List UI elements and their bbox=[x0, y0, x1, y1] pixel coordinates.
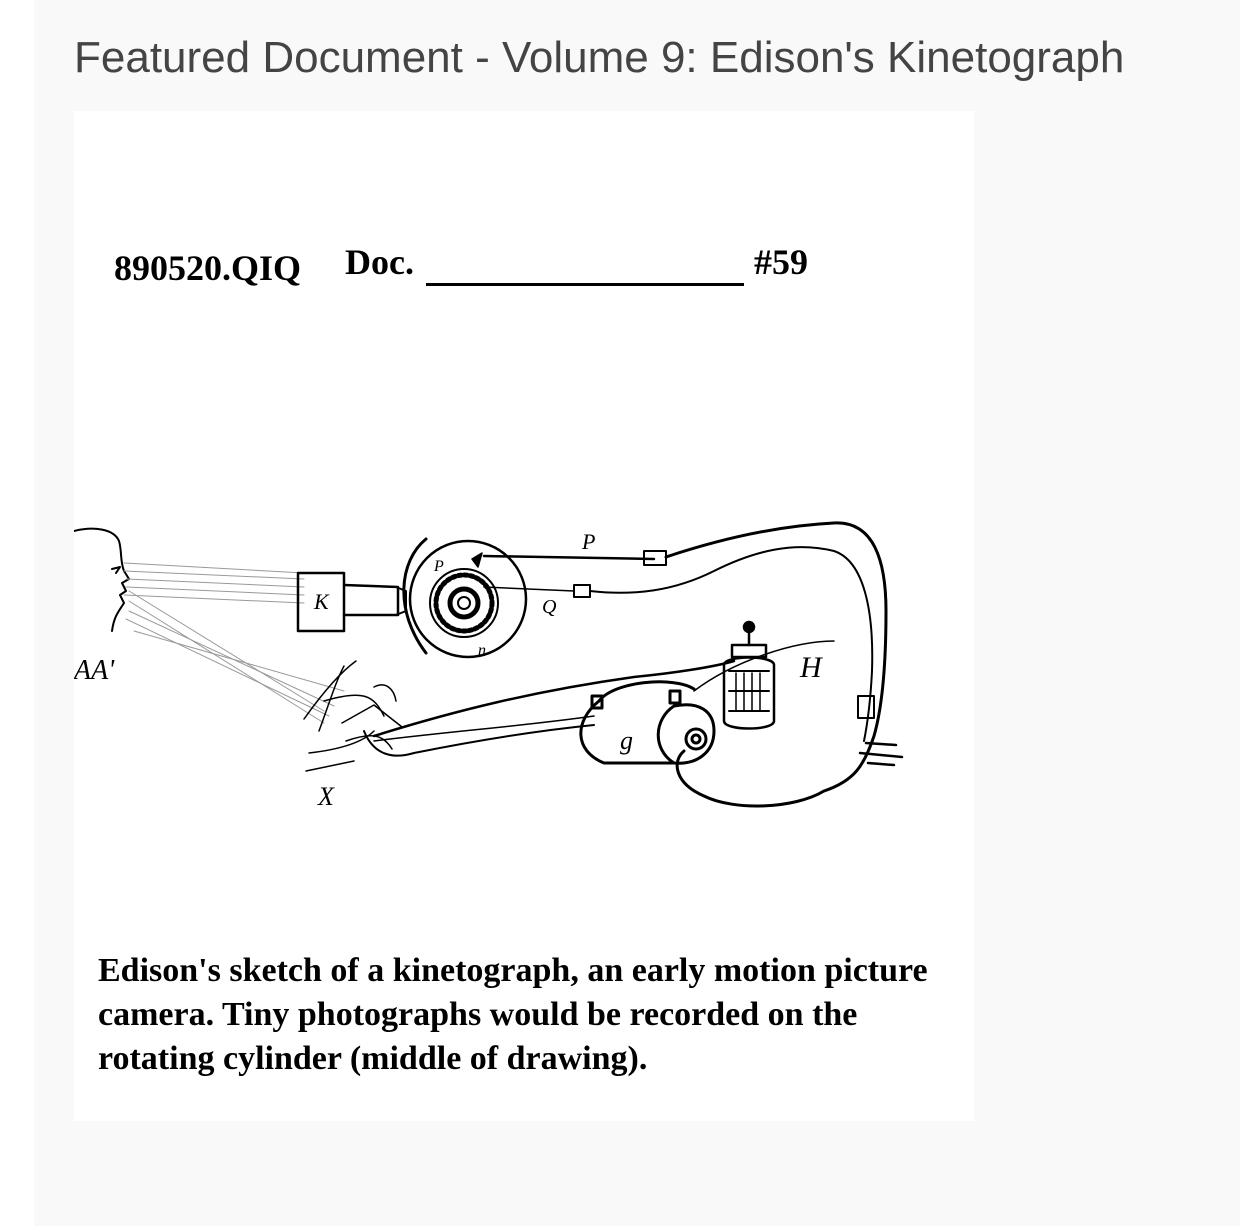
label-q: Q bbox=[542, 596, 557, 618]
document-blank-line bbox=[426, 283, 744, 286]
label-p-upper: P bbox=[582, 529, 596, 554]
drum-cylinder-drawing bbox=[430, 569, 498, 637]
document-number: #59 bbox=[754, 242, 808, 282]
document-id: 890520.QIQ bbox=[114, 248, 302, 288]
label-viewer: AA' bbox=[74, 655, 115, 686]
lens-tube-drawing bbox=[344, 585, 398, 615]
page-title: Featured Document - Volume 9: Edison's Kinetograph bbox=[74, 33, 1125, 82]
label-g: g bbox=[620, 726, 633, 755]
document-image bbox=[74, 111, 974, 1121]
jar-h-drawing bbox=[724, 622, 774, 729]
label-x: X bbox=[318, 782, 334, 811]
battery-drawing bbox=[860, 743, 902, 765]
viewer-face-drawing bbox=[74, 529, 129, 631]
label-h: H bbox=[800, 651, 822, 684]
label-p-lower: P bbox=[434, 558, 444, 575]
document-doc-label: Doc. bbox=[345, 242, 414, 282]
wire-q-drawing bbox=[484, 587, 574, 591]
document-caption: Edison's sketch of a kinetograph, an early motion picture camera. Tiny photographs would be recorded on the rotating cylinder (middle of drawing). bbox=[98, 952, 928, 1077]
page bbox=[34, 0, 1240, 1226]
switch-lower-drawing bbox=[574, 585, 590, 597]
kinetograph-sketch bbox=[74, 491, 974, 831]
viewer-eye-drawing bbox=[112, 567, 120, 573]
light-rays-drawing bbox=[124, 563, 344, 723]
label-n: n bbox=[478, 642, 486, 659]
motor-g-drawing bbox=[581, 682, 714, 763]
label-k: K bbox=[314, 589, 329, 614]
